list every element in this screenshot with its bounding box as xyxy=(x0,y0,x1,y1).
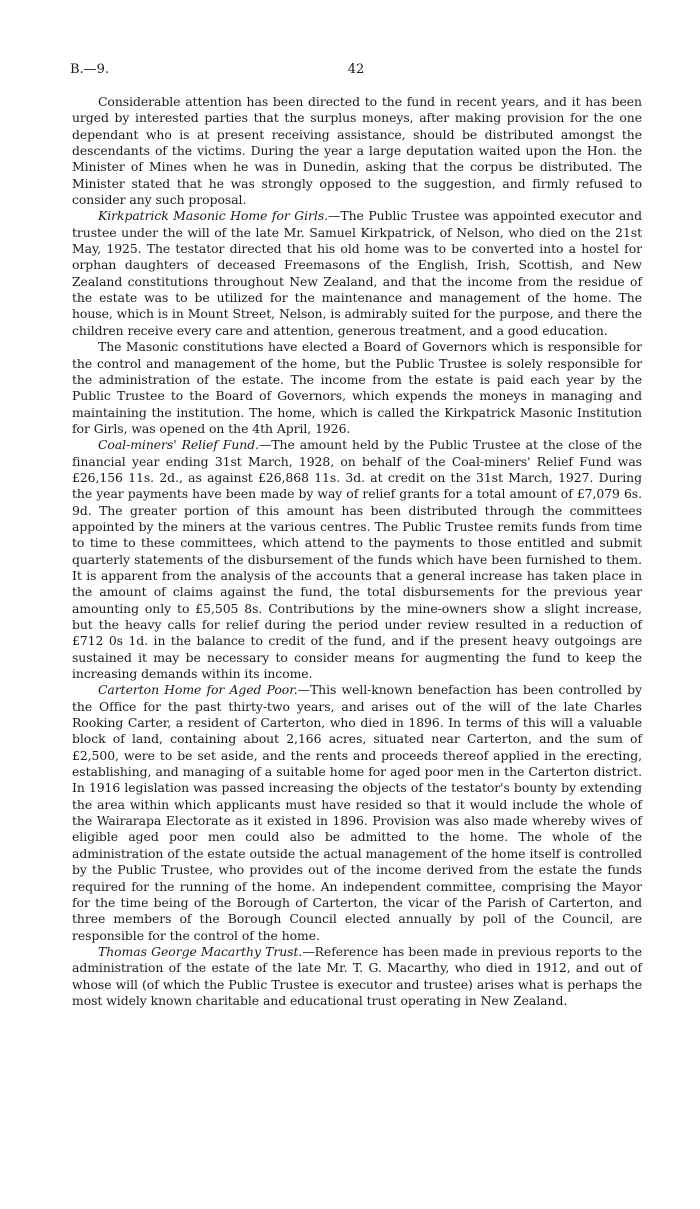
paragraph-text: —Reference has been made in previous reports to the administration of the estate of the late Mr. T. G. Macarthy, who died in 1912, and out of whose will (of which the Public Trustee is executor and trustee) arises what is perhaps the most widely known charitable and educational trust operating in New Zealand. xyxy=(72,943,642,1008)
page-number: 42 xyxy=(347,62,365,77)
paragraph-macarthy-trust xyxy=(72,944,642,1009)
section-heading-macarthy: Thomas George Macarthy Trust. xyxy=(98,943,303,959)
section-heading-coal-miners: Coal-miners' Relief Fund. xyxy=(98,437,259,453)
paragraph-text: Considerable attention has been directed to the fund in recent years, and it has been urged by interested parties that the surplus moneys, after making provision for the one dependant who is at present receiving assistance, should be distributed amongst the descendants of the victims. During the year a large deputation waited upon the Hon. the Minister of Mines when he was in Dunedin, asking that the corpus be distributed. The Minister stated that he was strongly opposed to the suggestion, and firmly refused to consider any such proposal. xyxy=(72,94,642,208)
page-header xyxy=(70,62,642,82)
section-heading-carterton: Carterton Home for Aged Poor. xyxy=(98,682,298,698)
section-heading-kirkpatrick: Kirkpatrick Masonic Home for Girls. xyxy=(98,208,329,224)
paragraph-text: —The Public Trustee was appointed executor and trustee under the will of the late Mr. Samuel Kirkpatrick, of Nelson, who died on the 21st May, 1925. The testator directed that his old home was to be converted into a hostel for orphan daughters of deceased Freemasons of the English, Irish, Scottish, and New Zealand constitutions throughout New Zealand, and that the income from the residue of the estate was to be utilized for the maintenance and management of the home. The house, which is in Mount Street, Nelson, is admirably suited for the purpose, and there the children receive every care and attention, generous treatment, and a good education. xyxy=(72,208,642,338)
document-reference: B.—9. xyxy=(70,62,110,77)
paragraph-kirkpatrick-home xyxy=(72,208,642,339)
body-text xyxy=(72,94,642,1009)
paragraph-masonic-board xyxy=(72,339,642,437)
paragraph-text: The Masonic constitutions have elected a Board of Governors which is responsible for the control and management of the home, but the Public Trustee is solely responsible for the administration of the estate. The income from the estate is paid each year by the Public Trustee to the Board of Governors, which expends the moneys in managing and maintaining the institution. The home, which is called the Kirkpatrick Masonic Institution for Girls, was opened on the 4th April, 1926. xyxy=(72,339,642,436)
paragraph-carterton-home xyxy=(72,682,642,944)
paragraph-fund-distribution xyxy=(72,94,642,208)
paragraph-coal-miners-fund xyxy=(72,437,642,682)
paragraph-text: —This well-known benefaction has been controlled by the Office for the past thirty-two years, and arises out of the will of the late Charles Rooking Carter, a resident of Carterton, who died in 1896. In terms of this will a valuable block of land, containing about 2,166 acres, situated near Carterton, and the sum of £2,500, were to be set aside, and the rents and proceeds thereof applied in the erecting, establishing, and managing of a suitable home for aged poor men in the Carterton district. In 1916 legislation was passed increasing the objects of the testator's bounty by extending the area within which applicants must have resided so that it would include the whole of the Wairarapa Electorate as it existed in 1896. Provision was also made whereby wives of eligible aged poor men could also be admitted to the home. The whole of the administration of the estate outside the actual management of the home itself is controlled by the Public Trustee, who provides out of the income derived from the estate the funds required for the running of the home. An independent committee, comprising the Mayor for the time being of the Borough of Carterton, the vicar of the Parish of Carterton, and three members of the Borough Council elected annually by poll of the Council, are responsible for the control of the home. xyxy=(72,682,642,943)
paragraph-text: —The amount held by the Public Trustee at the close of the financial year ending 31st March, 1928, on behalf of the Coal-miners' Relief Fund was £26,156 11s. 2d., as against £26,868 11s. 3d. at credit on the 31st March, 1927. During the year payments have been made by way of relief grants for a total amount of £7,079 6s. 9d. The greater portion of this amount has been distributed through the committees appointed by the miners at the various centres. The Public Trustee remits funds from time to time to these committees, which attend to the payments to those entitled and submit quarterly statements of the disbursement of the funds which have been furnished to them. It is apparent from the analysis of the accounts that a general increase has taken place in the amount of claims against the fund, the total disbursements for the previous year amounting only to £5,505 8s. Contributions by the mine-owners show a slight increase, but the heavy calls for relief during the period under review resulted in a reduction of £712 0s 1d. in the balance to credit of the fund, and if the present heavy outgoings are sustained it may be necessary to consider means for augmenting the fund to keep the increasing demands within its income. xyxy=(72,437,642,682)
